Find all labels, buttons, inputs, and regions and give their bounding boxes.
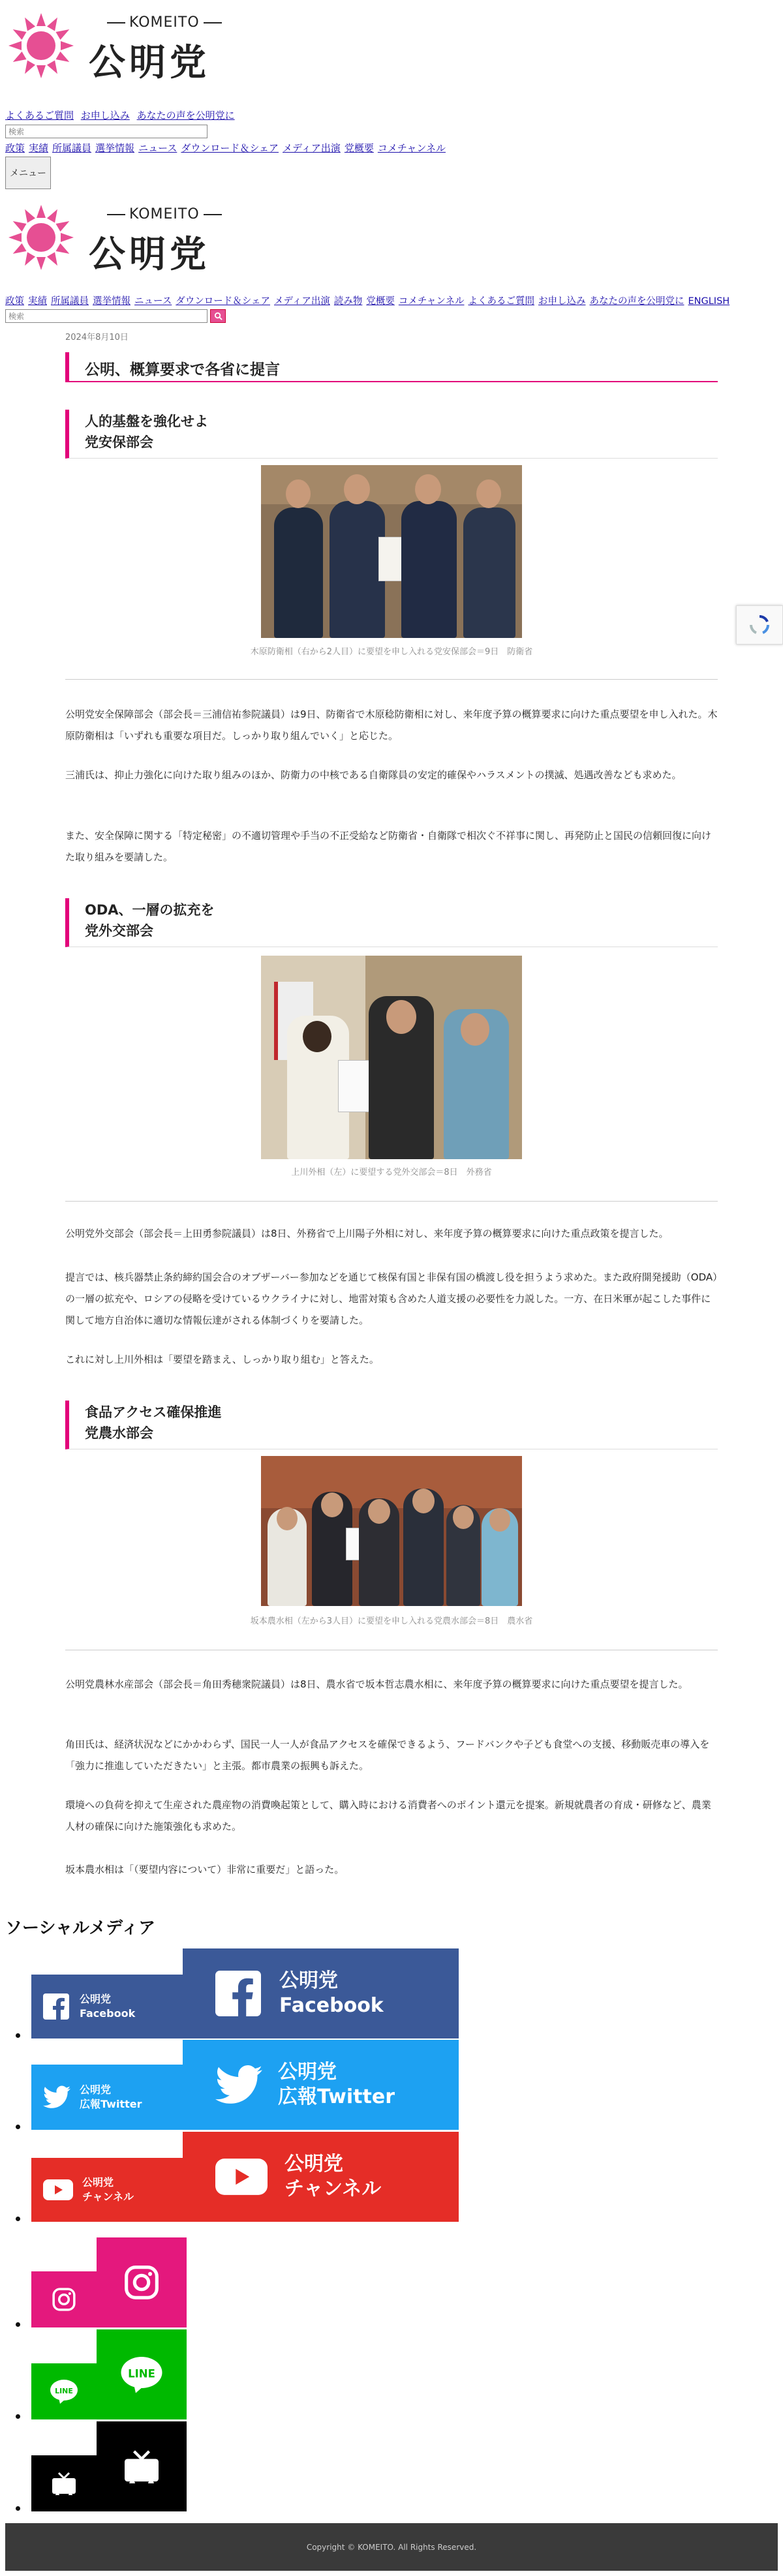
paragraph: また、安全保障に関する「特定秘密」の不適切管理や手当の不正受給など防衛省・自衛隊で相次ぐ不祥事に関し、再発防止と国民の信頼回復に向けた取り組みを要請した。 <box>65 830 712 863</box>
search-form-2 <box>5 309 226 323</box>
section-heading-1-line2: 党安保部会 <box>85 434 153 450</box>
facebook-line1: 公明党 <box>279 1969 338 1992</box>
twitter-line1: 公明党 <box>80 2084 112 2096</box>
section-heading-1-line1: 人的基盤を強化せよ <box>85 414 208 429</box>
nav-results[interactable]: 実績 <box>29 142 49 154</box>
list-bullet <box>16 2125 20 2129</box>
list-bullet <box>16 2414 20 2419</box>
nav-members[interactable]: 所属議員 <box>52 142 92 154</box>
youtube-line1: 公明党 <box>284 2153 343 2175</box>
nav2-reading[interactable]: 読み物 <box>333 296 363 307</box>
menu-button[interactable]: メニュー <box>5 157 51 189</box>
instagram-banner-small[interactable] <box>31 2271 97 2327</box>
search-icon <box>214 312 223 320</box>
main-nav-1 <box>5 141 450 155</box>
list-bullet <box>16 2506 20 2511</box>
twitter-banner-large[interactable] <box>183 2040 459 2130</box>
instagram-icon <box>52 2287 76 2312</box>
nav2-download[interactable]: ダウンロード＆シェア <box>176 296 270 307</box>
youtube-line2: チャンネル <box>82 2190 134 2203</box>
main-nav-2 <box>5 294 733 307</box>
twitter-bird-icon <box>215 2065 262 2104</box>
nav2-members[interactable]: 所属議員 <box>51 296 89 307</box>
twitter-banner-small[interactable] <box>31 2065 183 2130</box>
article-date: 2024年8月10日 <box>65 333 129 342</box>
section-heading-1 <box>65 410 718 459</box>
photo-foreign-ministry <box>261 956 522 1159</box>
photo-agriculture-ministry <box>261 1456 522 1606</box>
recaptcha-icon <box>748 614 771 636</box>
logo-ja-text: 公明党 <box>89 234 210 276</box>
link-apply[interactable]: お申し込み <box>80 110 130 121</box>
search-form-1 <box>5 125 207 138</box>
youtube-play-icon <box>215 2159 268 2195</box>
youtube-play-icon <box>43 2179 73 2200</box>
nav2-faq[interactable]: よくあるご質問 <box>468 296 534 307</box>
logo-ja-text: 公明党 <box>89 42 210 84</box>
photo-defense-ministry <box>261 465 522 638</box>
article-title: 公明、概算要求で各省に提言 <box>65 352 718 382</box>
divider <box>65 679 718 680</box>
nav2-policy[interactable]: 政策 <box>5 296 24 307</box>
paragraph: 三浦氏は、抑止力強化に向けた取り組みのほか、防衛力の中核である自衛隊員の安定的確保やハラスメントの撲滅、処遇改善なども求めた。 <box>65 769 682 781</box>
line-icon <box>120 2355 163 2394</box>
sun-logo-icon <box>5 200 77 271</box>
paragraph: 公明党外交部会（部会長＝上田勇参院議員）は8日、外務省で上川陽子外相に対し、来年度予算の概算要求に向けた重点政策を提言した。 <box>65 1228 669 1239</box>
nav2-election[interactable]: 選挙情報 <box>93 296 130 307</box>
twitter-line2: 広報Twitter <box>80 2098 142 2110</box>
list-bullet <box>16 2033 20 2038</box>
social-media-title: ソーシャルメディア <box>5 1918 156 1938</box>
section-heading-3-line2: 党農水部会 <box>85 1425 153 1441</box>
line-banner-large[interactable] <box>97 2329 187 2419</box>
svg-text:LINE: LINE <box>128 2367 155 2380</box>
tv-icon <box>51 2472 77 2495</box>
facebook-banner-small[interactable] <box>31 1975 183 2038</box>
paragraph: 坂本農水相は「（要望内容について）非常に重要だ」と語った。 <box>65 1864 345 1875</box>
link-faq[interactable]: よくあるご質問 <box>5 110 74 121</box>
komeito-logo[interactable] <box>5 8 214 86</box>
search-input-1[interactable] <box>5 125 207 138</box>
niconico-banner-small[interactable] <box>31 2455 97 2511</box>
copyright-text: Copyright © KOMEITO. All Rights Reserved. <box>306 2542 477 2552</box>
paragraph: 公明党安全保障部会（部会長＝三浦信祐参院議員）は9日、防衛省で木原稔防衛相に対し、来年度予算の概算要求に向けた重点要望を申し入れた。木原防衛相は「いずれも重要な項目だ。しっかり取り組んでいく」と応じた。 <box>65 708 718 742</box>
youtube-banner-small[interactable] <box>31 2158 183 2222</box>
facebook-line2: Facebook <box>279 1994 384 2017</box>
twitter-bird-icon <box>43 2085 70 2109</box>
section-heading-2-line1: ODA、一層の拡充を <box>85 902 215 918</box>
youtube-line1: 公明党 <box>82 2176 114 2189</box>
sun-logo-icon <box>5 8 77 80</box>
section-heading-3 <box>65 1401 718 1449</box>
facebook-banner-large[interactable] <box>183 1948 459 2038</box>
search-button[interactable] <box>210 309 226 323</box>
youtube-line2: チャンネル <box>284 2177 382 2200</box>
facebook-line2: Facebook <box>80 2007 136 2020</box>
tv-icon <box>123 2449 161 2483</box>
facebook-line1: 公明党 <box>80 1993 112 2005</box>
paragraph: 角田氏は、経済状況などにかかわらず、国民一人一人が食品アクセスを確保できるよう、フードバンクや子ども食堂への支援、移動販売車の導入を「強力に推進していただきたい」と主張。都市農業の振興も訴えた。 <box>65 1738 710 1772</box>
line-icon <box>50 2378 78 2404</box>
niconico-banner-large[interactable] <box>97 2421 187 2511</box>
section-heading-2-line2: 党外交部会 <box>85 923 153 939</box>
logo-en-text: KOMEITO <box>103 14 226 31</box>
nav-comechannel[interactable]: コメチャンネル <box>377 142 446 154</box>
paragraph: これに対し上川外相は「要望を踏まえ、しっかり取り組む」と答えた。 <box>65 1354 379 1365</box>
nav-news[interactable]: ニュース <box>138 142 177 154</box>
paragraph: 提言では、核兵器禁止条約締約国会合のオブザーバー参加などを通じて核保有国と非保有国の橋渡し役を担うよう求めた。また政府開発援助（ODA）の一層の拡充や、ロシアの侵略を受けているウクライナに対し、地雷対策も含めた人道支援の必要性を力説した。一方、在日米軍が起こした事件に関して地方自治体に適切な情報伝達がされる体制づくりを要請した。 <box>65 1271 718 1326</box>
facebook-icon <box>43 1993 69 2020</box>
nav-download[interactable]: ダウンロード＆シェア <box>181 142 279 154</box>
nav2-media[interactable]: メディア出演 <box>274 296 330 307</box>
facebook-icon <box>215 1971 261 2016</box>
top-links <box>5 108 239 122</box>
nav-election[interactable]: 選挙情報 <box>95 142 135 154</box>
footer <box>5 2523 778 2571</box>
search-input-2[interactable] <box>5 309 207 323</box>
line-banner-small[interactable] <box>31 2363 97 2419</box>
section-heading-3-line1: 食品アクセス確保推進 <box>85 1404 222 1420</box>
recaptcha-badge[interactable] <box>736 605 783 644</box>
list-bullet <box>16 2217 20 2221</box>
nav2-english[interactable]: ENGLISH <box>688 296 730 307</box>
logo-en-text: KOMEITO <box>103 206 226 222</box>
list-bullet <box>16 2322 20 2327</box>
instagram-banner-large[interactable] <box>97 2237 187 2327</box>
photo-caption-1: 木原防衛相（右から2人目）に要望を申し入れる党安保部会＝9日 防衛省 <box>250 647 533 657</box>
photo-caption-2: 上川外相（左）に要望する党外交部会＝8日 外務省 <box>291 1168 492 1177</box>
nav2-comechannel[interactable]: コメチャンネル <box>398 296 465 307</box>
youtube-banner-large[interactable] <box>183 2132 459 2222</box>
paragraph: 公明党農林水産部会（部会長＝角田秀穂衆院議員）は8日、農水省で坂本哲志農水相に、来年度予算の概算要求に向けた重点要望を提言した。 <box>65 1678 688 1690</box>
svg-text:LINE: LINE <box>55 2387 73 2395</box>
photo-caption-3: 坂本農水相（左から3人目）に要望を申し入れる党農水部会＝8日 農水省 <box>250 1616 533 1626</box>
link-voice[interactable]: あなたの声を公明党に <box>136 110 235 121</box>
section-heading-2 <box>65 898 718 947</box>
nav2-results[interactable]: 実績 <box>28 296 47 307</box>
paragraph: 環境への負荷を抑えて生産された農産物の消費喚起策として、購入時における消費者へのポイント還元を提案。新規就農者の育成・研修など、農業人材の確保に向けた施策強化も求めた。 <box>65 1799 711 1832</box>
divider <box>65 1201 718 1202</box>
nav2-news[interactable]: ニュース <box>134 296 172 307</box>
nav-about[interactable]: 党概要 <box>344 142 374 154</box>
nav2-voice[interactable]: あなたの声を公明党に <box>589 296 684 307</box>
nav2-about[interactable]: 党概要 <box>366 296 395 307</box>
twitter-line1: 公明党 <box>278 2061 337 2084</box>
nav-policy[interactable]: 政策 <box>5 142 25 154</box>
instagram-icon <box>123 2264 160 2301</box>
nav2-apply[interactable]: お申し込み <box>538 296 586 307</box>
nav-media[interactable]: メディア出演 <box>283 142 341 154</box>
komeito-logo-2[interactable] <box>5 200 214 278</box>
twitter-line2: 広報Twitter <box>278 2085 395 2108</box>
